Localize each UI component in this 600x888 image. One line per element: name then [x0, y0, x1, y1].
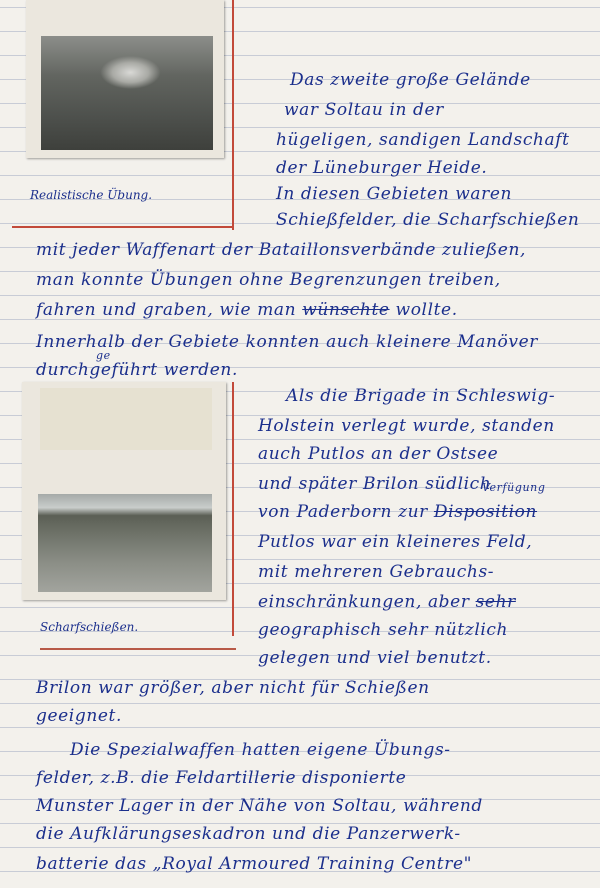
text-line-15: und später Brilon südlich [258, 474, 492, 494]
insert-verfuegung: Verfügung [482, 481, 546, 494]
text-line-11: durchgeführt werden. [36, 360, 238, 380]
photo-1-caption: Realistische Übung. [30, 188, 153, 202]
text-line-9: fahren und graben, wie man wünschte wollte. [36, 300, 458, 320]
margin-rule-bottom [232, 382, 234, 636]
text-line-16 [258, 500, 537, 524]
text-line-5: In diesen Gebieten waren [276, 184, 513, 204]
text-line-21: gelegen und viel benutzt. [258, 648, 492, 668]
photo-2-divider [40, 648, 236, 650]
text-line-12: Als die Brigade in Schleswig- [286, 386, 556, 406]
text-line-16-main: von Paderborn zur [258, 502, 428, 522]
text-line-7: mit jeder Waffenart der Bataillonsverbände zuließen, [36, 240, 527, 260]
text-line-20: geographisch sehr nützlich [258, 620, 509, 640]
photo-1-divider [12, 226, 234, 228]
text-line-10: Innerhalb der Gebiete konnten auch kleinere Manöver [36, 332, 538, 352]
text-line-8: man konnte Übungen ohne Begrenzungen treiben, [36, 270, 501, 290]
text-line-25: felder, z.B. die Feldartillerie disponierte [36, 768, 407, 788]
text-line-24: Die Spezialwaffen hatten eigene Übungs- [70, 740, 451, 760]
struck-word-2: Disposition [433, 502, 538, 522]
text-line-4: der Lüneburger Heide. [276, 158, 488, 178]
text-line-3: hügeligen, sandigen Landschaft [276, 130, 570, 150]
text-line-19-main: einschränkungen, aber [258, 592, 470, 612]
photo-1-image [41, 36, 213, 150]
struck-word-1: wünschte [302, 300, 390, 320]
text-line-6: Schießfelder, die Scharfschießen [276, 210, 580, 230]
struck-word-3: sehr [475, 592, 516, 612]
text-line-18: mit mehreren Gebrauchs- [258, 562, 495, 582]
text-line-2: war Soltau in der [284, 100, 444, 120]
text-line-17: Putlos war ein kleineres Feld, [258, 532, 533, 552]
insert-ge: ge [96, 349, 111, 362]
text-line-22: Brilon war größer, aber nicht für Schießen [36, 678, 430, 698]
photo-training-exercise [26, 0, 224, 158]
photo-shooting-practice [22, 382, 226, 600]
photo-2-caption: Scharfschießen. [40, 620, 139, 634]
photo-2-image [38, 494, 212, 592]
text-line-19 [258, 590, 516, 614]
text-line-28: batterie das „Royal Armoured Training Centre" [36, 854, 473, 874]
text-line-1: Das zweite große Gelände [290, 70, 531, 90]
text-line-27: die Aufklärungseskadron und die Panzerwerk- [36, 824, 461, 844]
margin-rule-top [232, 0, 234, 230]
text-line-26: Munster Lager in der Nähe von Soltau, während [36, 796, 483, 816]
photo-2-tape [40, 388, 212, 450]
text-line-14: auch Putlos an der Ostsee [258, 444, 499, 464]
text-line-13: Holstein verlegt wurde, standen [258, 416, 555, 436]
text-line-23: geeignet. [36, 706, 122, 726]
